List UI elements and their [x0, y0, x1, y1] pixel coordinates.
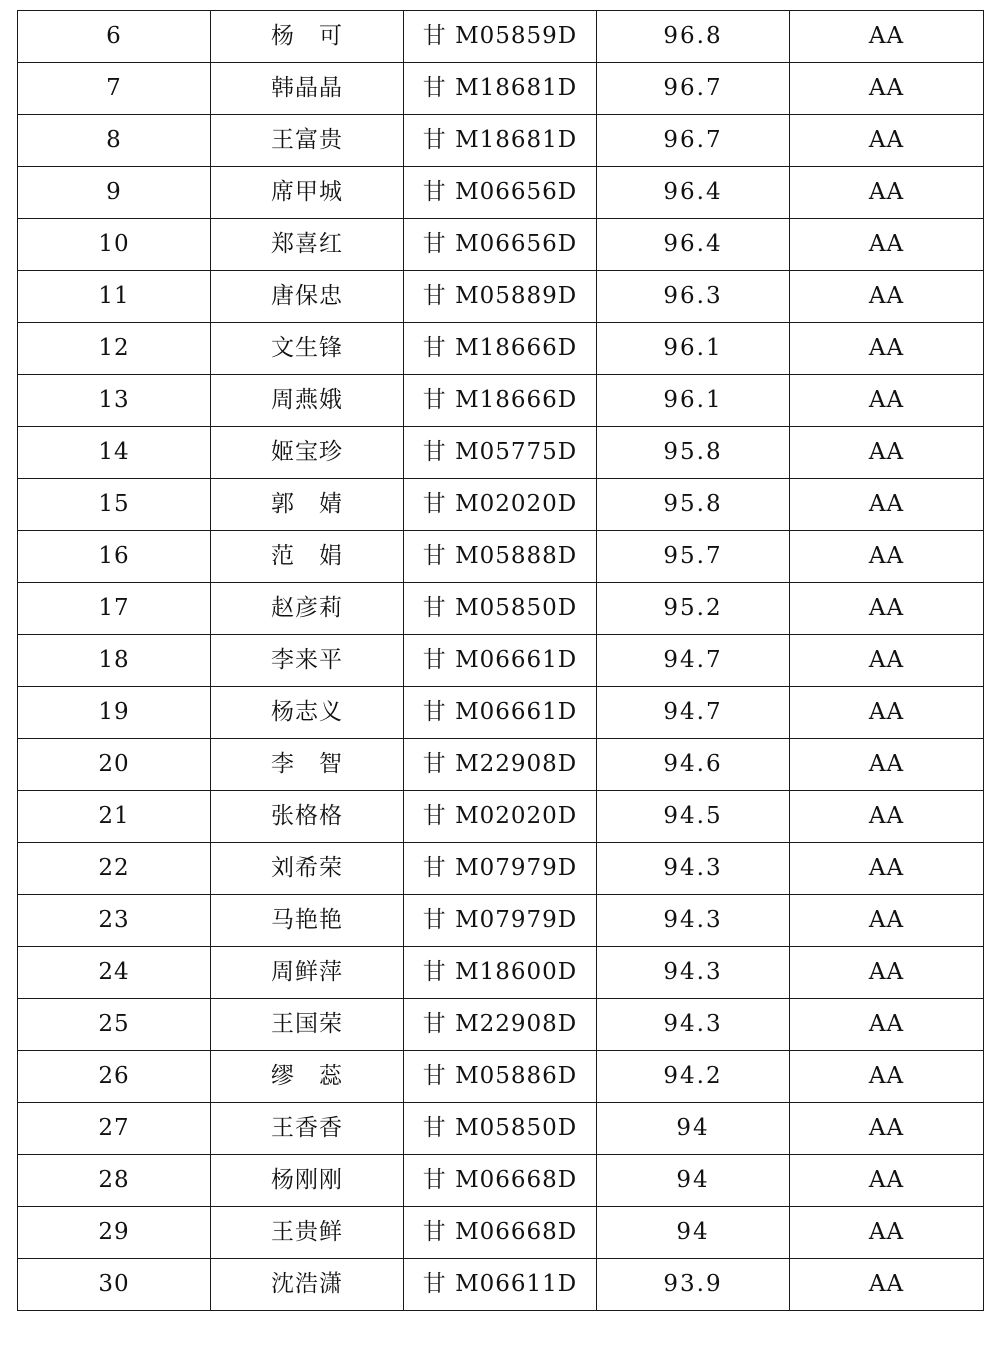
grade-cell: AA — [790, 427, 984, 479]
certificate-cell: 甘 M18681D — [404, 115, 597, 167]
table-row — [18, 843, 984, 895]
table-row — [18, 687, 984, 739]
table-row — [18, 1051, 984, 1103]
row-number-cell: 30 — [18, 1259, 211, 1311]
row-number-cell: 15 — [18, 479, 211, 531]
certificate-cell: 甘 M07979D — [404, 895, 597, 947]
row-number-cell: 20 — [18, 739, 211, 791]
grade-cell: AA — [790, 895, 984, 947]
name-cell: 杨志义 — [211, 687, 404, 739]
grade-cell: AA — [790, 947, 984, 999]
grade-cell: AA — [790, 635, 984, 687]
name-cell: 文生锋 — [211, 323, 404, 375]
row-number-cell: 6 — [18, 11, 211, 63]
name-cell: 马艳艳 — [211, 895, 404, 947]
name-cell: 范 娟 — [211, 531, 404, 583]
certificate-cell: 甘 M06656D — [404, 219, 597, 271]
row-number-cell: 14 — [18, 427, 211, 479]
grade-cell: AA — [790, 1155, 984, 1207]
row-number-cell: 21 — [18, 791, 211, 843]
name-cell: 席甲城 — [211, 167, 404, 219]
name-cell: 杨 可 — [211, 11, 404, 63]
name-cell: 韩晶晶 — [211, 63, 404, 115]
row-number-cell: 29 — [18, 1207, 211, 1259]
name-cell: 王富贵 — [211, 115, 404, 167]
certificate-cell: 甘 M06661D — [404, 687, 597, 739]
row-number-cell: 23 — [18, 895, 211, 947]
certificate-cell: 甘 M05850D — [404, 583, 597, 635]
table-row — [18, 947, 984, 999]
row-number-cell: 16 — [18, 531, 211, 583]
grade-cell: AA — [790, 323, 984, 375]
grade-cell: AA — [790, 375, 984, 427]
certificate-cell: 甘 M18600D — [404, 947, 597, 999]
certificate-cell: 甘 M18681D — [404, 63, 597, 115]
certificate-cell: 甘 M22908D — [404, 739, 597, 791]
table-row — [18, 635, 984, 687]
score-cell: 94.6 — [597, 739, 790, 791]
certificate-cell: 甘 M05889D — [404, 271, 597, 323]
name-cell: 刘希荣 — [211, 843, 404, 895]
table-row — [18, 167, 984, 219]
score-cell: 96.7 — [597, 115, 790, 167]
score-cell: 94.7 — [597, 687, 790, 739]
grade-cell: AA — [790, 1207, 984, 1259]
score-cell: 95.8 — [597, 427, 790, 479]
score-cell: 96.4 — [597, 219, 790, 271]
grade-cell: AA — [790, 11, 984, 63]
grade-cell: AA — [790, 167, 984, 219]
score-cell: 94 — [597, 1207, 790, 1259]
table-row — [18, 271, 984, 323]
table-body — [18, 11, 984, 1311]
name-cell: 周鲜萍 — [211, 947, 404, 999]
row-number-cell: 28 — [18, 1155, 211, 1207]
certificate-cell: 甘 M06656D — [404, 167, 597, 219]
row-number-cell: 10 — [18, 219, 211, 271]
certificate-cell: 甘 M05886D — [404, 1051, 597, 1103]
row-number-cell: 18 — [18, 635, 211, 687]
row-number-cell: 17 — [18, 583, 211, 635]
table-row — [18, 63, 984, 115]
table-row — [18, 427, 984, 479]
row-number-cell: 11 — [18, 271, 211, 323]
grade-cell: AA — [790, 791, 984, 843]
certificate-cell: 甘 M05850D — [404, 1103, 597, 1155]
grade-cell: AA — [790, 219, 984, 271]
certificate-cell: 甘 M07979D — [404, 843, 597, 895]
score-cell: 94.3 — [597, 947, 790, 999]
certificate-cell: 甘 M05888D — [404, 531, 597, 583]
row-number-cell: 7 — [18, 63, 211, 115]
certificate-cell: 甘 M06661D — [404, 635, 597, 687]
results-table — [17, 10, 984, 1311]
table-row — [18, 219, 984, 271]
certificate-cell: 甘 M05859D — [404, 11, 597, 63]
score-cell: 94.7 — [597, 635, 790, 687]
certificate-cell: 甘 M06668D — [404, 1155, 597, 1207]
table-row — [18, 1259, 984, 1311]
table-row — [18, 479, 984, 531]
score-cell: 95.7 — [597, 531, 790, 583]
name-cell: 李 智 — [211, 739, 404, 791]
grade-cell: AA — [790, 687, 984, 739]
table-row — [18, 999, 984, 1051]
certificate-cell: 甘 M02020D — [404, 791, 597, 843]
row-number-cell: 26 — [18, 1051, 211, 1103]
score-cell: 94.3 — [597, 895, 790, 947]
score-cell: 95.2 — [597, 583, 790, 635]
grade-cell: AA — [790, 115, 984, 167]
row-number-cell: 25 — [18, 999, 211, 1051]
score-cell: 94 — [597, 1155, 790, 1207]
certificate-cell: 甘 M18666D — [404, 375, 597, 427]
table-row — [18, 583, 984, 635]
name-cell: 沈浩潇 — [211, 1259, 404, 1311]
certificate-cell: 甘 M05775D — [404, 427, 597, 479]
score-cell: 96.1 — [597, 375, 790, 427]
row-number-cell: 13 — [18, 375, 211, 427]
table-row — [18, 375, 984, 427]
name-cell: 郑喜红 — [211, 219, 404, 271]
certificate-cell: 甘 M02020D — [404, 479, 597, 531]
table-row — [18, 1155, 984, 1207]
name-cell: 杨刚刚 — [211, 1155, 404, 1207]
name-cell: 李来平 — [211, 635, 404, 687]
table-row — [18, 11, 984, 63]
table-row — [18, 739, 984, 791]
table-row — [18, 1103, 984, 1155]
grade-cell: AA — [790, 271, 984, 323]
score-cell: 96.1 — [597, 323, 790, 375]
row-number-cell: 24 — [18, 947, 211, 999]
score-cell: 94.5 — [597, 791, 790, 843]
row-number-cell: 22 — [18, 843, 211, 895]
score-cell: 96.8 — [597, 11, 790, 63]
name-cell: 姬宝珍 — [211, 427, 404, 479]
grade-cell: AA — [790, 583, 984, 635]
score-cell: 96.3 — [597, 271, 790, 323]
name-cell: 缪 蕊 — [211, 1051, 404, 1103]
grade-cell: AA — [790, 1259, 984, 1311]
grade-cell: AA — [790, 843, 984, 895]
row-number-cell: 9 — [18, 167, 211, 219]
row-number-cell: 8 — [18, 115, 211, 167]
score-cell: 94.3 — [597, 843, 790, 895]
certificate-cell: 甘 M18666D — [404, 323, 597, 375]
score-cell: 94.2 — [597, 1051, 790, 1103]
row-number-cell: 27 — [18, 1103, 211, 1155]
name-cell: 周燕娥 — [211, 375, 404, 427]
score-cell: 96.7 — [597, 63, 790, 115]
score-cell: 96.4 — [597, 167, 790, 219]
name-cell: 赵彦莉 — [211, 583, 404, 635]
score-cell: 93.9 — [597, 1259, 790, 1311]
row-number-cell: 12 — [18, 323, 211, 375]
score-cell: 94.3 — [597, 999, 790, 1051]
name-cell: 张格格 — [211, 791, 404, 843]
row-number-cell: 19 — [18, 687, 211, 739]
table-row — [18, 791, 984, 843]
name-cell: 唐保忠 — [211, 271, 404, 323]
table-row — [18, 1207, 984, 1259]
certificate-cell: 甘 M22908D — [404, 999, 597, 1051]
grade-cell: AA — [790, 1051, 984, 1103]
table-row — [18, 531, 984, 583]
grade-cell: AA — [790, 63, 984, 115]
certificate-cell: 甘 M06611D — [404, 1259, 597, 1311]
table-row — [18, 323, 984, 375]
name-cell: 王香香 — [211, 1103, 404, 1155]
name-cell: 郭 婧 — [211, 479, 404, 531]
score-cell: 95.8 — [597, 479, 790, 531]
table-row — [18, 115, 984, 167]
grade-cell: AA — [790, 531, 984, 583]
certificate-cell: 甘 M06668D — [404, 1207, 597, 1259]
grade-cell: AA — [790, 479, 984, 531]
document-page — [17, 10, 983, 1311]
grade-cell: AA — [790, 1103, 984, 1155]
name-cell: 王贵鲜 — [211, 1207, 404, 1259]
score-cell: 94 — [597, 1103, 790, 1155]
grade-cell: AA — [790, 739, 984, 791]
grade-cell: AA — [790, 999, 984, 1051]
name-cell: 王国荣 — [211, 999, 404, 1051]
table-row — [18, 895, 984, 947]
